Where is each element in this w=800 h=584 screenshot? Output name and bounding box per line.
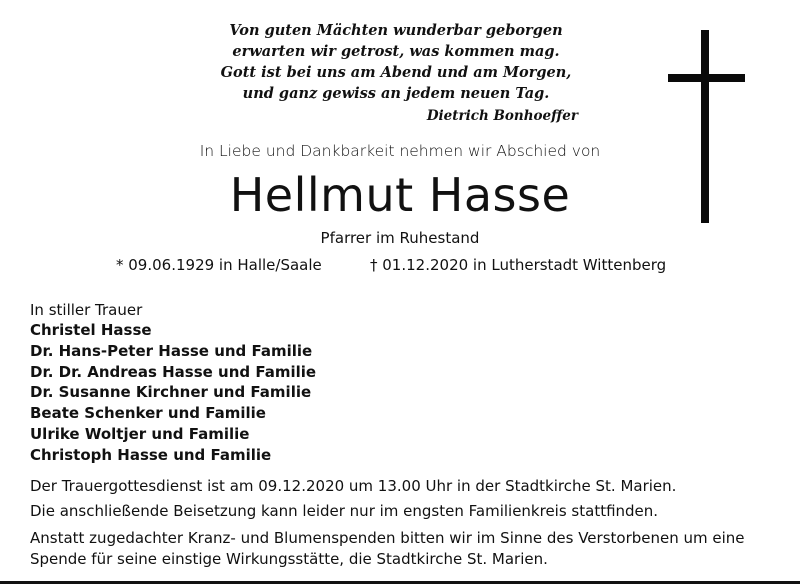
mourning-label: In stiller Trauer xyxy=(30,301,143,319)
poem-line: Gott ist bei uns am Abend und am Morgen, xyxy=(220,64,572,81)
poem-author: Dietrich Bonhoeffer xyxy=(426,108,578,124)
birth-date: * 09.06.1929 in Halle/Saale xyxy=(116,256,322,274)
donation-notice: Anstatt zugedachter Kranz- und Blumenspenden bitten wir im Sinne des Verstorbenen um eine Spende für seine einstige Wirkungsstätte, die Stadtkirche St. Marien. xyxy=(30,529,745,568)
deceased-title: Pfarrer im Ruhestand xyxy=(320,229,480,247)
poem-line: erwarten wir getrost, was kommen mag. xyxy=(232,43,560,60)
mourner-name: Dr. Dr. Andreas Hasse und Familie xyxy=(30,362,317,381)
mourner-name: Dr. Susanne Kirchner und Familie xyxy=(30,383,312,402)
funeral-service-notice: Der Trauergottesdienst ist am 09.12.2020 um 13.00 Uhr in der Stadtkirche St. Marien. xyxy=(30,477,677,495)
poem-line: und ganz gewiss an jedem neuen Tag. xyxy=(242,85,550,102)
poem-line: Von guten Mächten wunderbar geborgen xyxy=(229,22,563,39)
mourner-name: Ulrike Woltjer und Familie xyxy=(30,424,250,443)
burial-notice: Die anschließende Beisetzung kann leider nur im engsten Familienkreis stattfinden. xyxy=(30,502,659,520)
mourner-name: Dr. Hans-Peter Hasse und Familie xyxy=(30,341,313,360)
farewell-intro: In Liebe und Dankbarkeit nehmen wir Abschied von xyxy=(199,142,601,160)
death-date: † 01.12.2020 in Lutherstadt Wittenberg xyxy=(370,256,667,274)
bonhoeffer-poem xyxy=(196,20,596,104)
mourner-name: Christoph Hasse und Familie xyxy=(30,445,272,464)
mourner-name: Beate Schenker und Familie xyxy=(30,404,266,423)
cross-horizontal-bar xyxy=(668,74,745,82)
mourner-name: Christel Hasse xyxy=(30,321,152,339)
deceased-name: Hellmut Hasse xyxy=(229,168,571,222)
mourners-list xyxy=(30,320,316,466)
